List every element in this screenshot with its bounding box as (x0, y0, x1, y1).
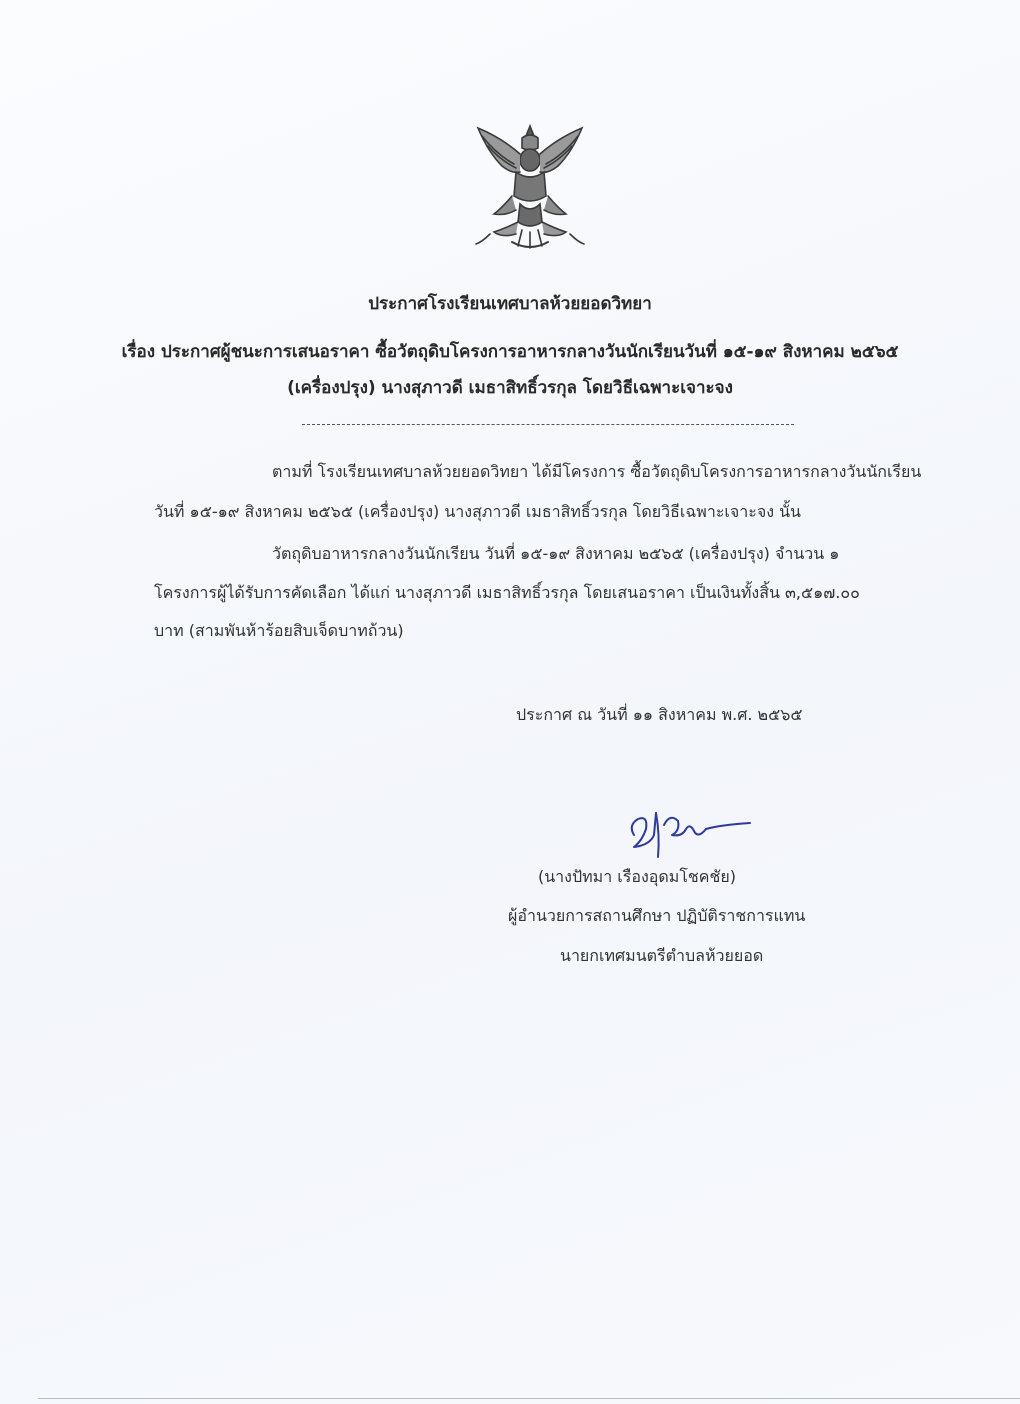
dashed-divider (302, 424, 794, 425)
paragraph1-line1: ตามที่ โรงเรียนเทศบาลห้วยยอดวิทยา ได้มีโครงการ ซื้อวัตถุดิบโครงการอาหารกลางวันนักเรียน (272, 462, 922, 481)
paragraph2-line3: บาท (สามพันห้าร้อยสิบเจ็ดบาทถ้วน) (154, 621, 404, 640)
scan-edge-line (38, 1398, 1020, 1399)
announcement-subject: เรื่อง ประกาศผู้ชนะการเสนอราคา ซื้อวัตถุดิบโครงการอาหารกลางวันนักเรียนวันที่ ๑๕-๑๙ สิงหาคม ๒๕๖๕ (121, 342, 899, 362)
signatory-position-continued: นายกเทศมนตรีตำบลห้วยยอด (560, 946, 764, 965)
handwritten-signature-icon (620, 795, 760, 865)
announcement-subject-continued: (เครื่องปรุง) นางสุภาวดี เมธาสิทธิ์วรกุล โดยวิธีเฉพาะเจาะจง (287, 378, 733, 398)
paragraph2-line2: โครงการผู้ได้รับการคัดเลือก ได้แก่ นางสุภาวดี เมธาสิทธิ์วรกุล โดยเสนอราคา เป็นเงินทั้งสิ้น ๓,๕๑๗.๐๐ (154, 583, 860, 602)
garuda-emblem-icon (472, 118, 588, 260)
paragraph1-line2: วันที่ ๑๕-๑๙ สิงหาคม ๒๕๖๕ (เครื่องปรุง) นางสุภาวดี เมธาสิทธิ์วรกุล โดยวิธีเฉพาะเจาะจง นั้น (154, 502, 801, 521)
paragraph2-line1: วัตถุดิบอาหารกลางวันนักเรียน วันที่ ๑๕-๑๙ สิงหาคม ๒๕๖๕ (เครื่องปรุง) จำนวน ๑ (272, 544, 840, 563)
announcement-date: ประกาศ ณ วันที่ ๑๑ สิงหาคม พ.ศ. ๒๕๖๕ (516, 705, 803, 724)
announcement-title: ประกาศโรงเรียนเทศบาลห้วยยอดวิทยา (368, 294, 652, 314)
signatory-name: (นางปัทมา เรืองอุดมโชคชัย) (538, 867, 736, 886)
signatory-position: ผู้อำนวยการสถานศึกษา ปฏิบัติราชการแทน (508, 906, 806, 925)
